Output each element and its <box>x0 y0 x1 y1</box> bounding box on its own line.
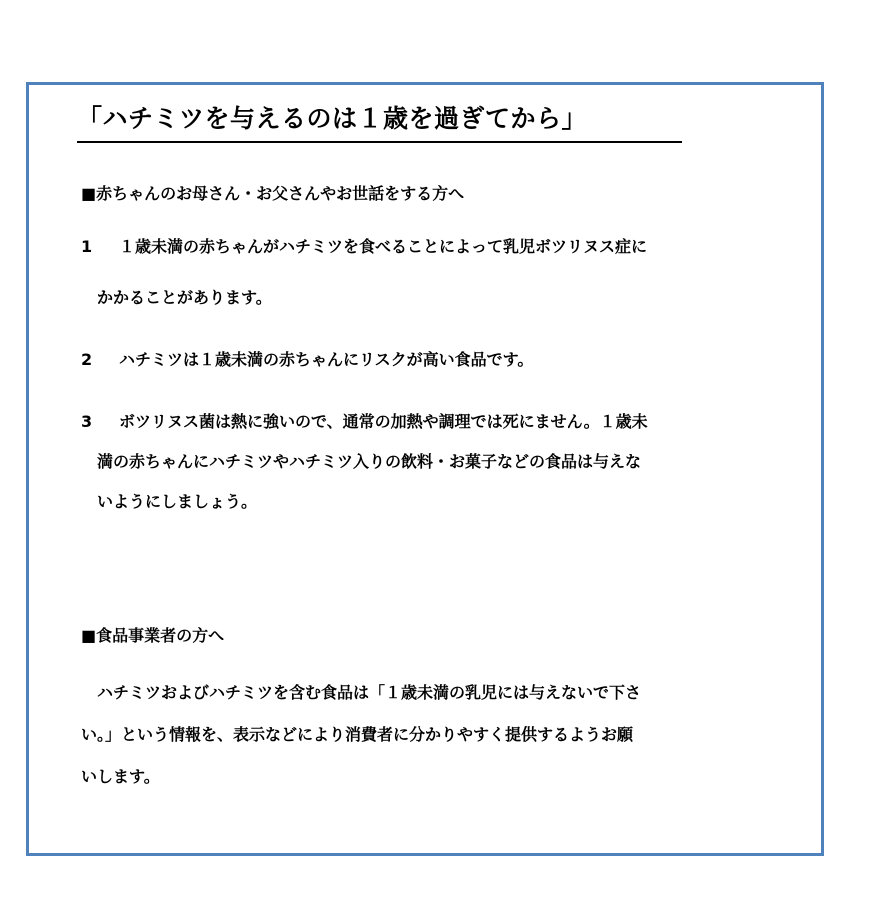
section-heading-parents: ■赤ちゃんのお母さん・お父さんやお世話をする方へ <box>81 184 465 203</box>
list-item-line <box>81 347 781 367</box>
paragraph-line: ハチミツおよびハチミツを含む食品は「１歳未満の乳児には与えないで下さ <box>81 683 642 702</box>
list-item <box>81 234 781 305</box>
notice-box <box>26 82 824 856</box>
section-heading-business: ■食品事業者の方へ <box>81 626 225 645</box>
business-paragraph <box>81 680 801 784</box>
list-item-text: ハチミツは１歳未満の赤ちゃんにリスクが高い食品です。 <box>119 350 534 369</box>
list-item-number: 2 <box>81 350 93 369</box>
notice-title: 「ハチミツを与えるのは１歳を過ぎてから」 <box>77 99 682 143</box>
list-item-line: 満の赤ちゃんにハチミツやハチミツ入りの飲料・お菓子などの食品は与えな <box>97 452 642 471</box>
list-item <box>81 347 781 367</box>
list-item-text: １歳未満の赤ちゃんがハチミツを食べることによって乳児ボツリヌス症に <box>119 237 648 256</box>
paragraph-line: い。」という情報を、表示などにより消費者に分かりやすく提供するようお願 <box>81 725 634 744</box>
paragraph-line: いします。 <box>81 767 160 786</box>
list-item <box>81 409 781 509</box>
list-item-number: 3 <box>81 412 93 431</box>
list-item-line <box>81 409 781 429</box>
list-item-line: いようにしましょう。 <box>97 492 258 511</box>
list-item-line: かかることがあります。 <box>97 288 272 307</box>
list-item-number: 1 <box>81 237 93 256</box>
list-item-text: ボツリヌス菌は熱に強いので、通常の加熱や調理では死にません。１歳未 <box>119 412 648 431</box>
list-item-line <box>81 234 781 254</box>
